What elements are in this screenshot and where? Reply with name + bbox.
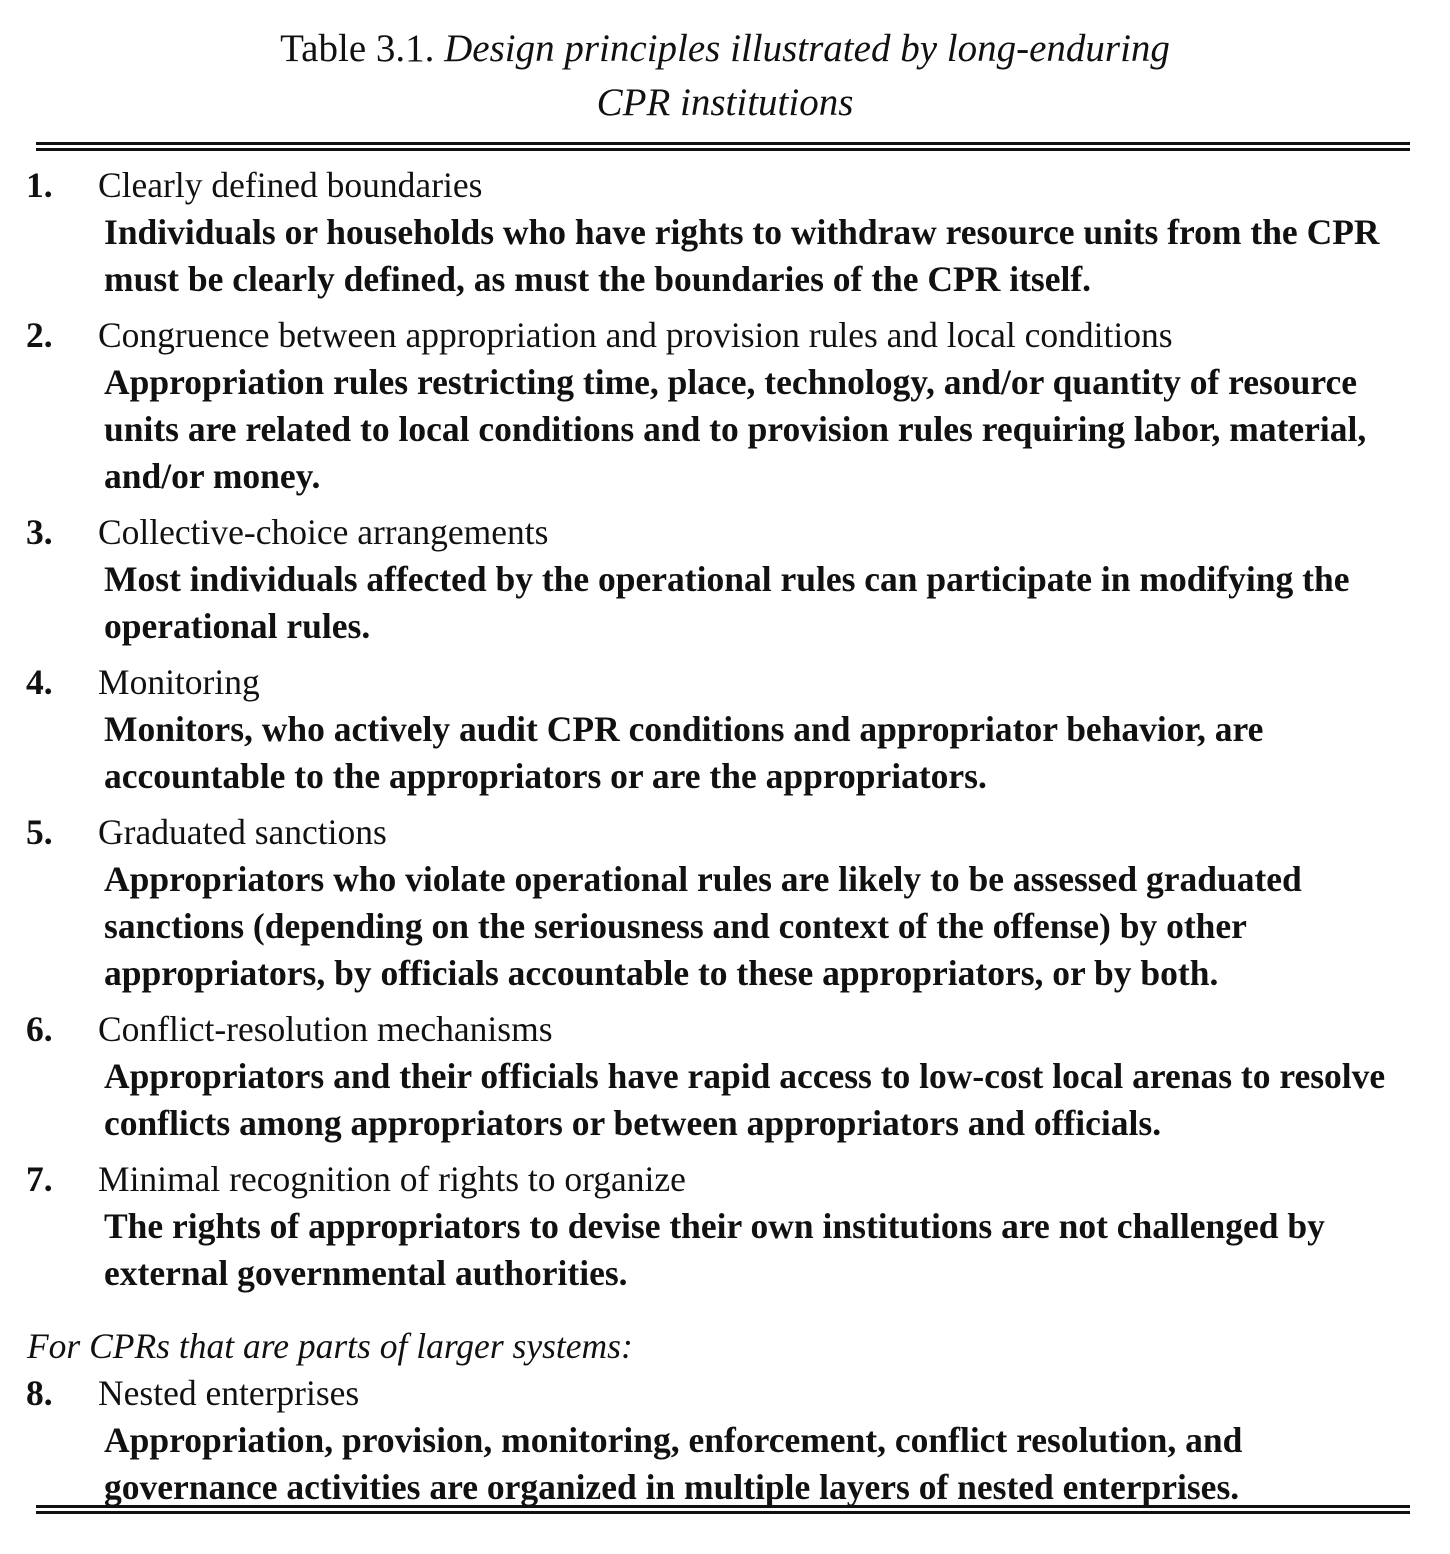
principle-item — [0, 659, 1450, 800]
principle-heading: Minimal recognition of rights to organize — [98, 1159, 686, 1199]
principle-description: Appropriation, provision, monitoring, enforcement, conflict resolution, and governance activities are organized in multiple layers of nested enterprises. — [104, 1420, 1243, 1507]
principle-number: 1. — [26, 165, 53, 205]
bottom-double-rule — [36, 1505, 1410, 1514]
principles-list — [0, 162, 1450, 1520]
principle-heading: Conflict-resolution mechanisms — [98, 1009, 553, 1049]
principle-number: 8. — [26, 1373, 53, 1413]
principle-number: 2. — [26, 315, 53, 355]
principle-heading: Congruence between appropriation and provision rules and local conditions — [98, 315, 1173, 355]
principle-number: 6. — [26, 1009, 53, 1049]
principle-description: Appropriators and their officials have rapid access to low-cost local arenas to resolve conflicts among appropriators or between appropriators and officials. — [104, 1056, 1386, 1143]
principle-item — [0, 509, 1450, 650]
principle-number: 5. — [26, 812, 53, 852]
principle-item — [0, 1156, 1450, 1297]
principle-description: The rights of appropriators to devise their own institutions are not challenged by external governmental authorities. — [104, 1206, 1325, 1293]
principle-number: 7. — [26, 1159, 53, 1199]
principle-heading: Clearly defined boundaries — [98, 165, 483, 205]
principle-number: 4. — [26, 662, 53, 702]
subsection-heading: For CPRs that are parts of larger systems: — [27, 1326, 633, 1366]
principle-description: Individuals or households who have rights to withdraw resource units from the CPR must be clearly defined, as must the boundaries of the CPR itself. — [104, 212, 1380, 299]
principle-description: Appropriation rules restricting time, place, technology, and/or quantity of resource units are related to local conditions and to provision rules requiring labor, material, and/or money. — [104, 362, 1367, 496]
caption-title-line-2: CPR institutions — [596, 81, 854, 124]
principle-item — [0, 1370, 1450, 1511]
principle-heading: Nested enterprises — [98, 1373, 360, 1413]
caption-line-1 — [0, 22, 1450, 76]
top-double-rule — [36, 142, 1410, 151]
principle-heading: Graduated sanctions — [98, 812, 387, 852]
principle-item — [0, 809, 1450, 997]
principle-number: 3. — [26, 512, 53, 552]
principle-heading: Collective-choice arrangements — [98, 512, 549, 552]
principle-heading: Monitoring — [98, 662, 260, 702]
principle-description: Appropriators who violate operational rules are likely to be assessed graduated sanctions (depending on the seriousness and context of the offense) by other appropriators, by officials accountable to these appropriators, or by both. — [104, 859, 1302, 993]
caption-title-line-1: Design principles illustrated by long-enduring — [444, 27, 1170, 70]
principle-description: Most individuals affected by the operational rules can participate in modifying the operational rules. — [104, 559, 1350, 646]
principle-item — [0, 312, 1450, 500]
principle-description: Monitors, who actively audit CPR conditions and appropriator behavior, are accountable to the appropriators or are the appropriators. — [104, 709, 1264, 796]
caption-label: Table 3.1. — [280, 27, 435, 70]
principle-item — [0, 1006, 1450, 1147]
table-caption — [0, 22, 1450, 130]
principle-item — [0, 162, 1450, 303]
